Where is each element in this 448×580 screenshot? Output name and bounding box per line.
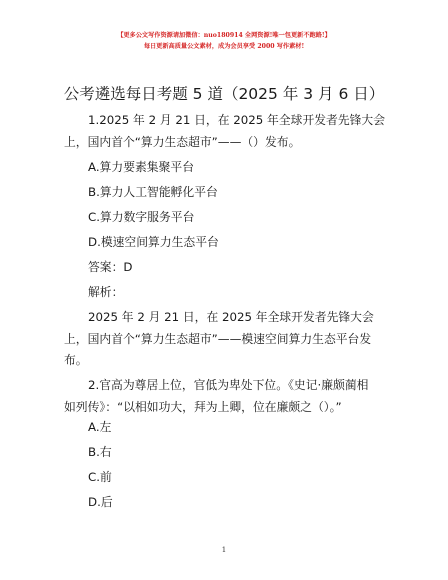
q1-analysis-line-1: 2025 年 2 月 21 日，在 2025 年全球开发者先锋大会 (88, 310, 374, 324)
q1-analysis-line-3: 布。 (64, 353, 88, 367)
q1-stem-line-2: 上，国内首个“算力生态超市”——（）发布。 (64, 135, 301, 149)
q1-option-d: D.模速空间算力生态平台 (88, 235, 219, 249)
q2-option-d: D.后 (88, 495, 113, 509)
q2-option-b: B.右 (88, 445, 112, 459)
page-number: 1 (221, 546, 227, 554)
q1-option-c: C.算力数字服务平台 (88, 210, 195, 224)
document-title: 公考遴选每日考题 5 道（2025 年 3 月 6 日） (63, 85, 385, 103)
promo-banner-line-1: 【更多公文写作资源请加微信：nuo180914 全网资源!唯一包更新不跑路!】 (117, 32, 331, 39)
q1-answer: 答案：D (88, 260, 133, 274)
q2-stem-line-1: 2.官高为尊居上位，官低为卑处下位。《史记·廉颇蔺相 (88, 378, 369, 392)
q1-stem-line-1: 1.2025 年 2 月 21 日，在 2025 年全球开发者先锋大会 (88, 113, 386, 127)
q1-analysis-line-2: 上，国内首个“算力生态超市”——模速空间算力生态平台发 (64, 332, 372, 346)
q2-option-c: C.前 (88, 470, 112, 484)
q2-option-a: A.左 (88, 420, 112, 434)
q1-option-a: A.算力要素集聚平台 (88, 160, 194, 174)
q1-analysis-label: 解析： (88, 285, 124, 299)
q1-option-b: B.算力人工智能孵化平台 (88, 185, 218, 199)
q2-stem-line-2: 如列传》：“以相如功大，拜为上卿，位在廉颇之（）。” (64, 400, 342, 414)
promo-banner-line-2: 每日更新高质量公文素材，成为会员享受 2000 写作素材! (143, 43, 305, 50)
